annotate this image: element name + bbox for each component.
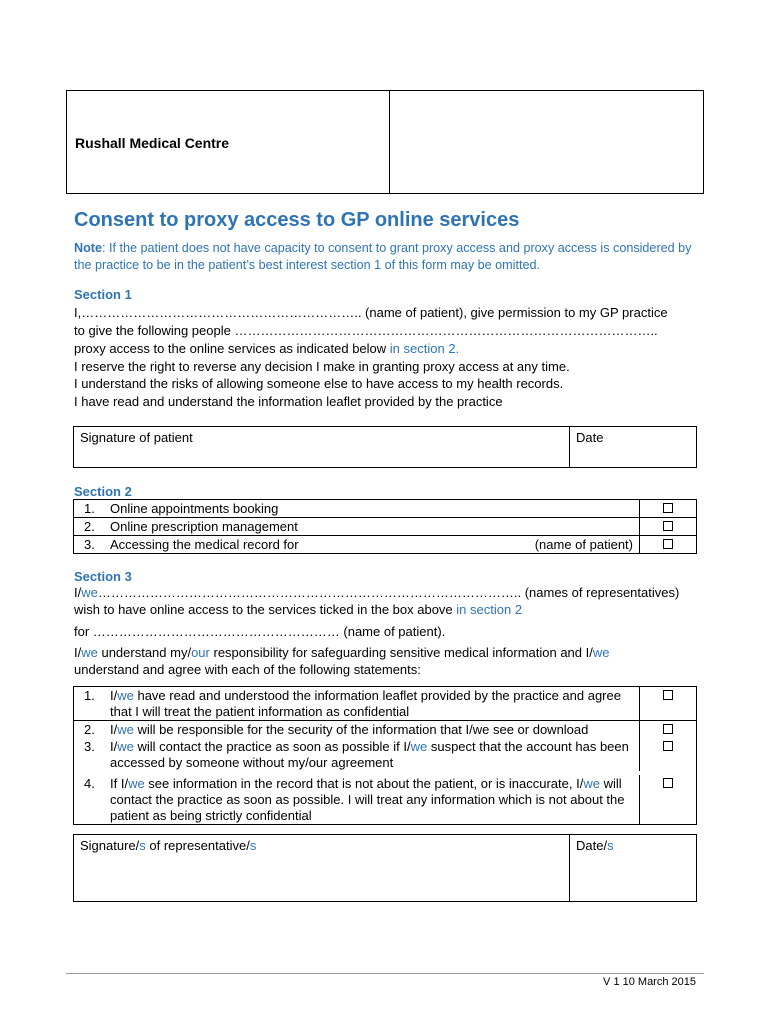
checkbox-statement-3[interactable] [663, 741, 673, 751]
text-blue: our [191, 645, 210, 660]
checkbox-medical-record[interactable] [663, 539, 673, 549]
text-blue: we [81, 645, 98, 660]
checkbox-appointments[interactable] [663, 503, 673, 513]
footer-divider [66, 973, 704, 974]
text: see information in the record that is not about the patient, or is inaccurate, I/ [144, 776, 584, 791]
checkbox-statement-2[interactable] [663, 724, 673, 734]
text: I/ [74, 585, 82, 600]
page-title: Consent to proxy access to GP online services [74, 209, 520, 231]
section3-line4 [74, 645, 609, 660]
header-table [66, 90, 704, 194]
section1-line3 [74, 341, 459, 356]
representative-signature-box [73, 834, 697, 902]
services-table [73, 499, 697, 554]
representative-date-field[interactable] [570, 835, 696, 901]
statement-row [74, 687, 696, 720]
text-blue: we [128, 776, 145, 791]
statements-table [73, 686, 697, 825]
text: Date/ [576, 838, 608, 853]
section1-title: Section 1 [74, 287, 132, 302]
patient-date-label: Date [576, 430, 604, 445]
service-label: Online prescription management [110, 519, 298, 534]
text: have read and understood the information leaflet provided by the practice and agree that I will treat the patient information as confidential [110, 688, 621, 719]
text: I/ [74, 645, 82, 660]
section2-title: Section 2 [74, 484, 132, 499]
representative-signature-field[interactable] [74, 835, 570, 901]
section3-line1 [74, 585, 679, 600]
section1-line2: to give the following people …………………………………………………………………………………….. [74, 323, 658, 338]
text-blue: s [139, 838, 146, 853]
statement-num: 2. [84, 722, 95, 737]
statement-num: 4. [84, 776, 95, 791]
statement-row [74, 738, 696, 771]
section3-line2 [74, 602, 522, 617]
text: responsibility for safeguarding sensitive medical information and I/ [209, 645, 593, 660]
statement-num: 3. [84, 739, 95, 754]
service-row [74, 500, 696, 517]
text: I/ [110, 722, 118, 737]
text-blue: in section 2 [456, 602, 523, 617]
patient-signature-box [73, 426, 697, 468]
checkbox-statement-4[interactable] [663, 778, 673, 788]
service-num: 1. [84, 501, 95, 516]
section3-title: Section 3 [74, 569, 132, 584]
checkbox-prescriptions[interactable] [663, 521, 673, 531]
note-paragraph [74, 240, 704, 274]
text-blue: we [117, 739, 134, 754]
text: will contact the practice as soon as possible. I will treat any information which is not about the patient as being strictly confidential [110, 776, 625, 823]
service-label: Online appointments booking [110, 501, 279, 516]
section3-line5: understand and agree with each of the following statements: [74, 662, 421, 677]
header-right-cell [390, 91, 703, 193]
text-blue: s [607, 838, 614, 853]
text: …………………………………………………………………………………….. (names of representatives) [97, 585, 680, 600]
text-blue: we [117, 688, 134, 703]
statement-text [110, 739, 633, 771]
statement-row [74, 720, 696, 738]
statement-text [110, 688, 633, 720]
service-row [74, 535, 696, 553]
text: of representative/ [145, 838, 250, 853]
service-extra: (name of patient) [534, 537, 633, 552]
service-num: 3. [84, 537, 95, 552]
checkbox-statement-1[interactable] [663, 690, 673, 700]
text: will contact the practice as soon as possible if I/ [133, 739, 411, 754]
note-label: Note [74, 241, 102, 255]
statement-row [74, 771, 696, 824]
text-blue: s [249, 838, 257, 853]
statement-text [110, 722, 633, 738]
patient-signature-field[interactable] [74, 427, 570, 467]
section3-line3: for ………………………………………………… (name of patient). [74, 624, 446, 639]
text: I/ [110, 688, 118, 703]
section1-line3-text: proxy access to the online services as indicated below [74, 341, 390, 356]
text-blue: we [410, 739, 428, 754]
section1-line4: I reserve the right to reverse any decision I make in granting proxy access at any time. [74, 359, 570, 374]
text: I/ [110, 739, 118, 754]
text: understand my/ [97, 645, 192, 660]
footer-version: V 1 10 March 2015 [603, 976, 696, 988]
statement-text [110, 776, 633, 824]
service-row [74, 517, 696, 535]
patient-date-field[interactable] [570, 427, 696, 467]
statement-num: 1. [84, 688, 95, 703]
section1-line1: I,……………………………………………………….. (name of patient), give permission to my GP practice [74, 305, 668, 320]
text: suspect that the account has been accessed by someone without my/our agreement [110, 739, 629, 770]
text: will be responsible for the security of the information that I/we see or download [133, 722, 589, 737]
service-label: Accessing the medical record for [110, 537, 299, 552]
text-blue: we [583, 776, 600, 791]
section1-line6: I have read and understand the information leaflet provided by the practice [74, 394, 503, 409]
text-blue: we [592, 645, 610, 660]
text: If I/ [110, 776, 129, 791]
patient-signature-label: Signature of patient [80, 430, 193, 445]
header-left-cell [67, 91, 390, 193]
text: Signature/ [80, 838, 140, 853]
text: wish to have online access to the services ticked in the box above [74, 602, 457, 617]
service-num: 2. [84, 519, 95, 534]
section1-line5: I understand the risks of allowing someone else to have access to my health records. [74, 376, 564, 391]
note-text: : If the patient does not have capacity to consent to grant proxy access and proxy access is considered by the practice to be in the patient’s best interest section 1 of this form may be omitted. [74, 241, 692, 272]
practice-name: Rushall Medical Centre [75, 135, 230, 151]
section1-line3-link: in section 2. [389, 341, 460, 356]
text-blue: we [81, 585, 98, 600]
text-blue: we [117, 722, 134, 737]
